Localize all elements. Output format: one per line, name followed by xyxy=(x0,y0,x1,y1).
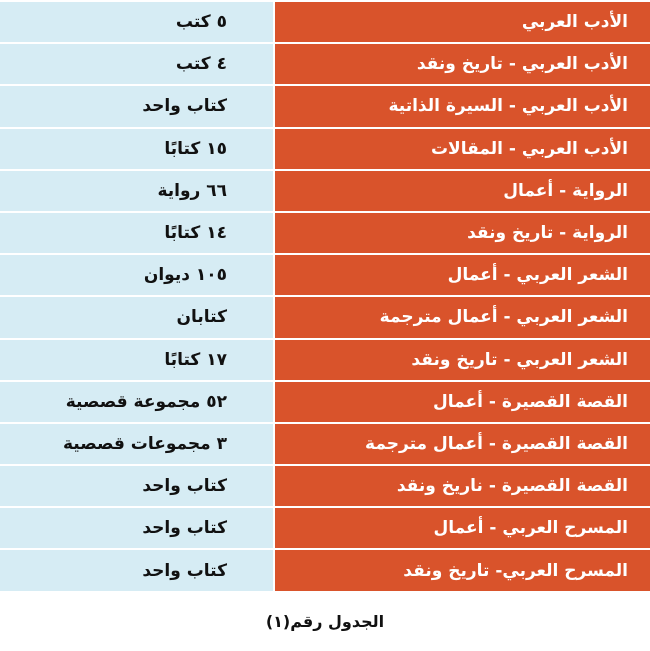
count-cell: ١٧ كتابًا xyxy=(0,340,273,380)
category-cell: القصة القصيرة - ناريخ ونقد xyxy=(275,466,650,506)
count-cell: ١٥ كتابًا xyxy=(0,129,273,169)
category-cell: المسرح العربي- تاريخ ونقد xyxy=(275,550,650,590)
table-row xyxy=(0,550,650,592)
table-row xyxy=(0,129,650,171)
category-cell: الرواية - تاريخ ونقد xyxy=(275,213,650,253)
table-row xyxy=(0,44,650,86)
category-cell: الأدب العربي - تاريخ ونقد xyxy=(275,44,650,84)
count-cell: كتاب واحد xyxy=(0,550,273,590)
count-cell: ١٠٥ ديوان xyxy=(0,255,273,295)
count-cell: ٣ مجموعات قصصية xyxy=(0,424,273,464)
category-cell: الرواية - أعمال xyxy=(275,171,650,211)
category-cell: الأدب العربي - المقالات xyxy=(275,129,650,169)
category-cell: القصة القصيرة - أعمال مترجمة xyxy=(275,424,650,464)
count-cell: ٥ كتب xyxy=(0,2,273,42)
table-row xyxy=(0,424,650,466)
table-row xyxy=(0,508,650,550)
category-cell: الشعر العربي - أعمال مترجمة xyxy=(275,297,650,337)
table-row xyxy=(0,213,650,255)
table-row xyxy=(0,2,650,44)
table-caption: الجدول رقم(١) xyxy=(265,612,385,631)
category-cell: الشعر العربي - أعمال xyxy=(275,255,650,295)
count-cell: كتابان xyxy=(0,297,273,337)
table-row xyxy=(0,297,650,339)
count-cell: ٤ كتب xyxy=(0,44,273,84)
table-row xyxy=(0,340,650,382)
table-row xyxy=(0,171,650,213)
table-row xyxy=(0,255,650,297)
count-cell: كتاب واحد xyxy=(0,86,273,126)
category-cell: الأدب العربي xyxy=(275,2,650,42)
count-cell: ٥٢ مجموعة قصصية xyxy=(0,382,273,422)
table-row xyxy=(0,466,650,508)
count-cell: ٦٦ رواية xyxy=(0,171,273,211)
category-cell: الأدب العربي - السيرة الذاتية xyxy=(275,86,650,126)
category-cell: المسرح العربي - أعمال xyxy=(275,508,650,548)
table-row xyxy=(0,382,650,424)
category-cell: الشعر العربي - تاريخ ونقد xyxy=(275,340,650,380)
count-cell: كتاب واحد xyxy=(0,508,273,548)
category-cell: القصة القصيرة - أعمال xyxy=(275,382,650,422)
table-row xyxy=(0,86,650,128)
count-cell: كتاب واحد xyxy=(0,466,273,506)
count-cell: ١٤ كتابًا xyxy=(0,213,273,253)
